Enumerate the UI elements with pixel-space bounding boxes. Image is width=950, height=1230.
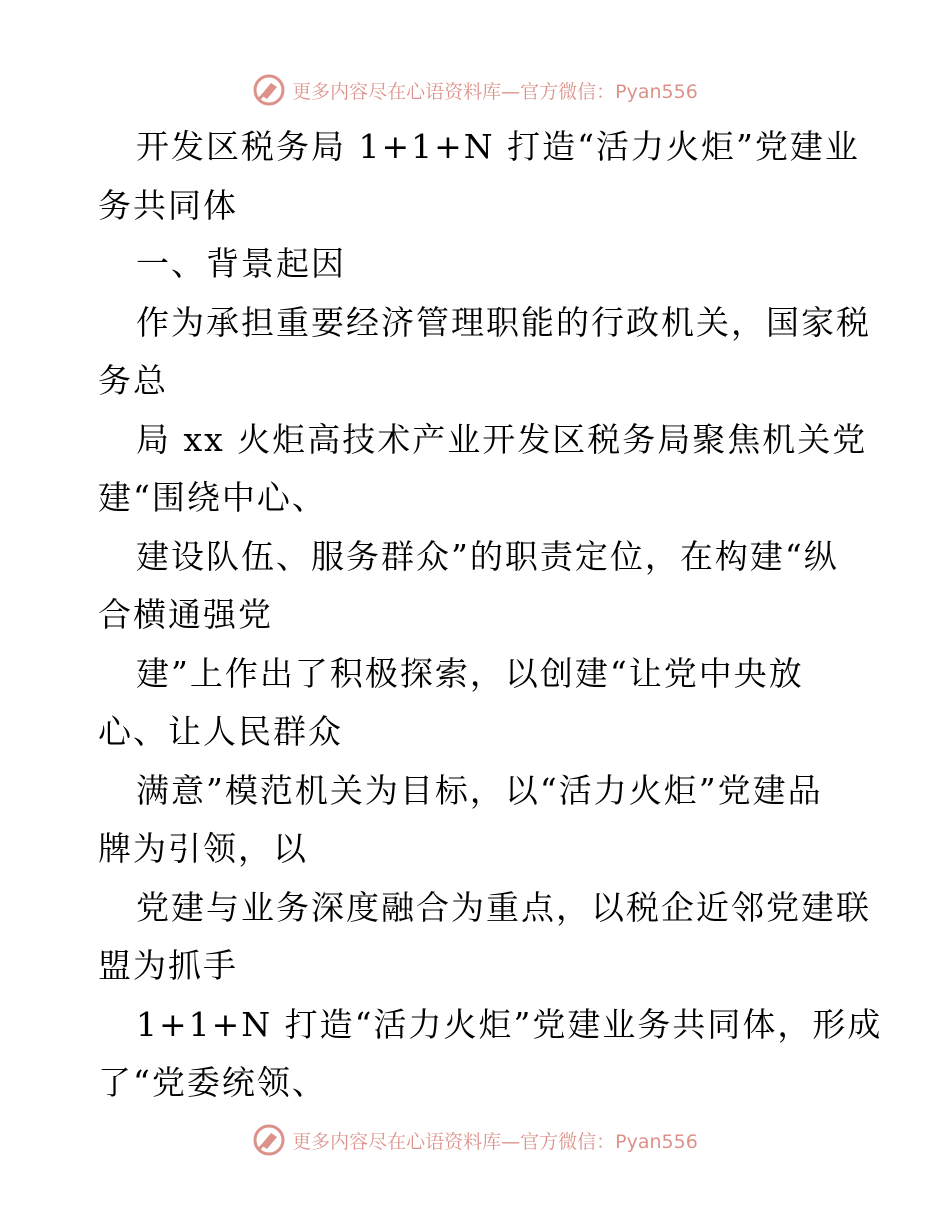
watermark-logo-icon (252, 1123, 286, 1157)
paragraph-line: 务总 (98, 361, 168, 400)
paragraph-line: 建设队伍、服务群众”的职责定位，在构建“纵 (136, 536, 839, 576)
paragraph-line: 1+1+N 打造“活力火炬”党建业务共同体，形成 (136, 1004, 883, 1044)
paragraph-line: 心、让人民群众 (98, 712, 343, 751)
paragraph-line: 建“围绕中心、 (98, 478, 327, 517)
watermark-text: 更多内容尽在心语资料库—官方微信：Pyan556 (292, 80, 698, 103)
watermark-header (0, 70, 950, 110)
paragraph-line: 牌为引领，以 (98, 829, 308, 868)
paragraph-line: 盟为抓手 (98, 946, 238, 985)
paragraph-line: 合横通强党 (98, 595, 273, 634)
paragraph-line: 作为承担重要经济管理职能的行政机关，国家税 (136, 302, 871, 342)
watermark-logo-icon (252, 73, 286, 107)
paragraph-line: 了“党委统领、 (98, 1063, 327, 1102)
paragraph-line: 党建与业务深度融合为重点，以税企近邻党建联 (136, 887, 871, 927)
paragraph-line: 满意”模范机关为目标，以“活力火炬”党建品 (136, 770, 823, 810)
title-line-1: 开发区税务局 1+1+N 打造“活力火炬”党建业 (136, 127, 860, 166)
section-heading: 一、背景起因 (136, 244, 346, 283)
watermark-footer (0, 1120, 950, 1160)
paragraph-line: 局 xx 火炬高技术产业开发区税务局聚焦机关党 (136, 419, 868, 459)
watermark-text: 更多内容尽在心语资料库—官方微信：Pyan556 (292, 1130, 698, 1153)
paragraph-line: 建”上作出了积极探索，以创建“让党中央放 (136, 653, 804, 693)
title-line-2: 务共同体 (98, 185, 238, 225)
document-body (98, 118, 883, 1113)
